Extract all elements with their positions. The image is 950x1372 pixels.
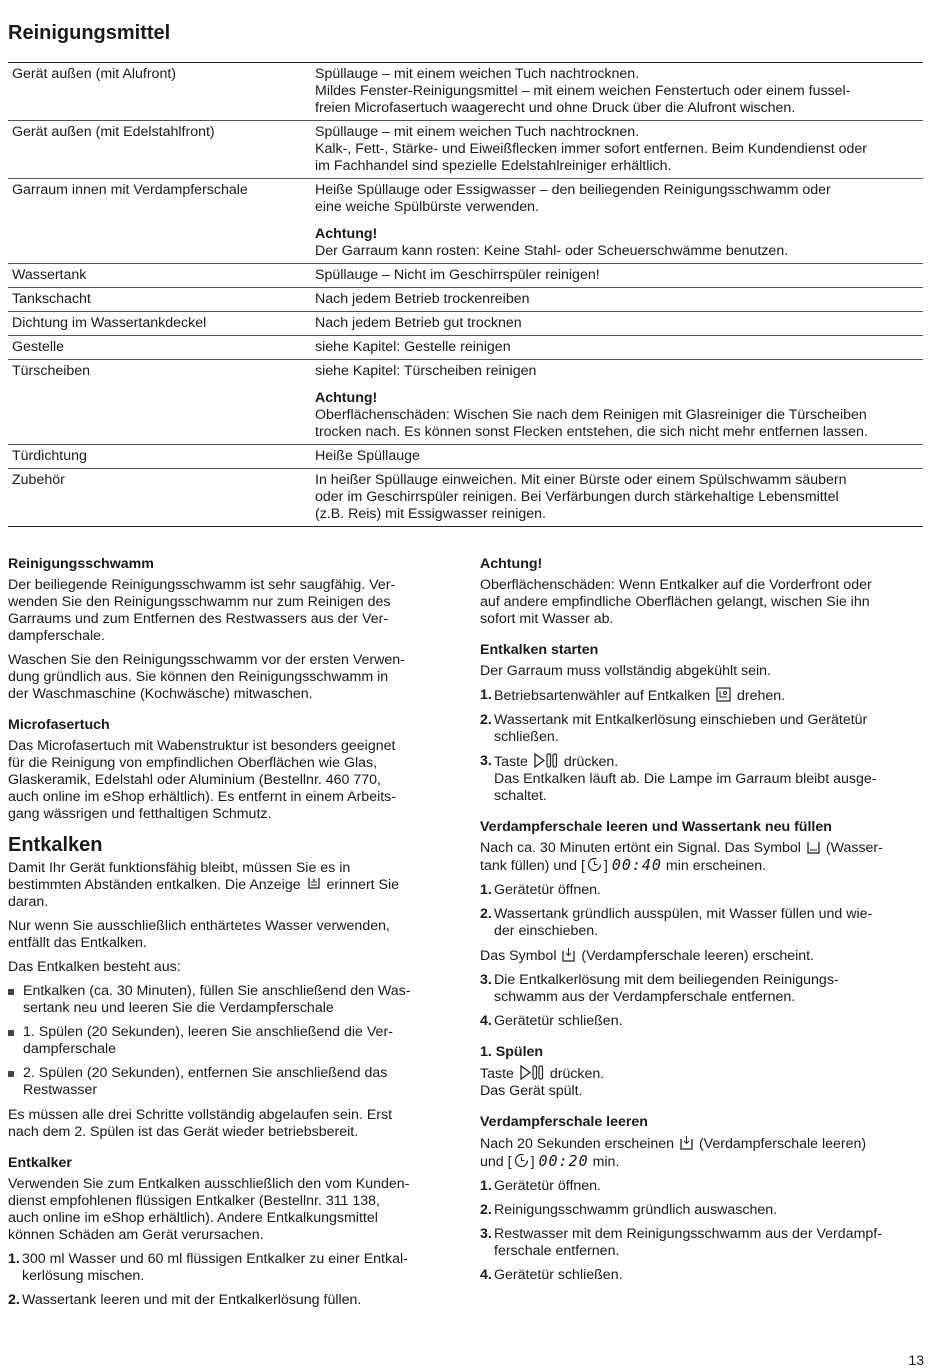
empty-tray-steps-1 <box>480 882 926 940</box>
table-row <box>8 121 923 179</box>
descale-soft-water-note <box>8 918 454 952</box>
descaler-paragraph <box>8 1176 454 1244</box>
list-item <box>480 1178 926 1195</box>
step-number: 2. <box>480 906 492 922</box>
table-cell-instructions <box>311 336 923 360</box>
start-descale-section <box>480 642 926 805</box>
tray-empty-section <box>480 1114 926 1284</box>
warning-text <box>315 407 919 441</box>
table-row <box>8 360 923 445</box>
text-line: dampferschale <box>23 1041 117 1057</box>
text-line: In heißer Spüllauge einweichen. Mit einer Bürste oder einem Spülschwamm säubern <box>315 472 847 488</box>
sponge-section <box>8 556 454 703</box>
right-column <box>480 556 926 1291</box>
text-line: auf andere empfindliche Oberflächen gelangt, wischen Sie ihn <box>480 594 870 610</box>
text-line: Nur wenn Sie ausschließlich enthärtetes Wasser verwenden, <box>8 918 390 934</box>
step-number: 3. <box>480 1226 492 1242</box>
text-line: Die Entkalkerlösung mit dem beiliegenden Reinigungs- <box>494 972 839 988</box>
step-text-end: schließen. <box>494 729 559 745</box>
table-cell-instructions <box>311 288 923 312</box>
text-line: eine weiche Spülbürste verwenden. <box>315 199 539 215</box>
tray-symbol-text-2: (Verdampferschale leeren) erscheint. <box>581 948 815 964</box>
tray-empty-paragraph <box>480 1135 926 1171</box>
table-cell-item: Gestelle <box>8 336 311 360</box>
step-number: 3. <box>480 972 492 988</box>
list-item <box>8 1251 454 1285</box>
text-line: der Waschmaschine (Kochwäsche) mitwaschen. <box>8 686 313 702</box>
text-line: Reinigungsschwamm gründlich auswaschen. <box>494 1202 778 1218</box>
text-line: auch online im eShop erhältlich). Es entfernt in einem Arbeits- <box>8 789 396 805</box>
list-item <box>480 1267 926 1284</box>
page-title: Reinigungsmittel <box>8 22 171 44</box>
timer-display: 00:40 <box>611 856 662 874</box>
text-line: Garraums und zum Entfernen des Restwassers aus der Ver- <box>8 611 389 627</box>
text-line: Restwasser mit dem Reinigungsschwamm aus der Verdampf- <box>494 1226 882 1242</box>
list-item <box>480 687 926 705</box>
text-line: wenden Sie den Reinigungsschwamm nur zum Reinigen des <box>8 594 391 610</box>
empty-tray-text-4: ] <box>603 858 608 874</box>
table-cell-item: Wassertank <box>8 264 311 288</box>
table-row <box>8 445 923 469</box>
text-line: Es müssen alle drei Schritte vollständig abgelaufen sein. Erst <box>8 1107 393 1123</box>
list-item <box>480 753 926 805</box>
descaler-heading: Entkalker <box>8 1155 72 1171</box>
warning-heading: Achtung! <box>315 390 378 406</box>
table-cell-instructions <box>311 179 923 264</box>
start-descale-steps <box>480 687 926 805</box>
text-line: Spüllauge – Nicht im Geschirrspüler reinigen! <box>315 267 600 283</box>
text-line: 300 ml Wasser und 60 ml flüssigen Entkalker zu einer Entkal- <box>22 1251 408 1267</box>
table-cell-instructions <box>311 63 923 121</box>
list-item <box>480 1013 926 1030</box>
table-cell-item: Garraum innen mit Verdampferschale <box>8 179 311 264</box>
text-line: 1. Spülen (20 Sekunden), leeren Sie anschließend die Ver- <box>23 1024 393 1040</box>
list-item <box>8 1292 454 1309</box>
cleaning-agents-table <box>8 62 923 527</box>
step-number: 2. <box>480 1202 492 1218</box>
text-line: dung gründlich aus. Sie können den Reinigungsschwamm in <box>8 669 389 685</box>
page-number: 13 <box>908 1352 924 1368</box>
descale-intro <box>8 860 454 911</box>
descale-intro-line-1: Damit Ihr Gerät funktionsfähig bleibt, müssen Sie es in <box>8 860 351 876</box>
text-line: Oberflächenschäden: Wischen Sie nach dem Reinigen mit Glasreiniger die Türscheiben <box>315 407 867 423</box>
text-line: Mildes Fenster-Reinigungsmittel – mit einem weichen Fenstertuch oder einem fussel- <box>315 83 851 99</box>
table-cell-item: Tankschacht <box>8 288 311 312</box>
table-row <box>8 264 923 288</box>
left-column <box>8 556 454 1316</box>
list-item <box>480 712 926 746</box>
text-line: Gerätetür öffnen. <box>494 882 602 898</box>
step-text-end: drücken. <box>563 754 619 770</box>
microfiber-paragraph <box>8 738 454 823</box>
rinse-heading: 1. Spülen <box>480 1044 544 1060</box>
descale-complete-note <box>8 1107 454 1141</box>
empty-tray-section <box>480 819 926 1030</box>
rinse-text-2: drücken. <box>549 1066 605 1082</box>
empty-tray-text-3: tank füllen) und [ <box>480 858 585 874</box>
text-line: Entkalken (ca. 30 Minuten), füllen Sie anschließend den Was- <box>23 983 411 999</box>
rinse-paragraph <box>480 1065 926 1100</box>
tray-empty-heading: Verdampferschale leeren <box>480 1114 648 1130</box>
tray-empty-text-4: ] <box>530 1154 535 1170</box>
text-line: gang wässrigen und fetthaltigen Schmutz. <box>8 806 272 822</box>
table-cell-instructions <box>311 469 923 527</box>
text-line: Verwenden Sie zum Entkalken ausschließlich den vom Kunden- <box>8 1176 410 1192</box>
descale-mode-icon <box>716 687 731 702</box>
microfiber-heading: Microfasertuch <box>8 717 110 733</box>
text-line: Gerätetür öffnen. <box>494 1178 602 1194</box>
descale-title: Entkalken <box>8 834 103 856</box>
microfiber-section <box>8 717 454 823</box>
text-line: Kalk-, Fett-, Stärke- und Eiweißflecken immer sofort entfernen. Beim Kundendienst oder <box>315 141 867 157</box>
text-line: schwamm aus der Verdampferschale entfernen. <box>494 989 796 1005</box>
text-line: siehe Kapitel: Gestelle reinigen <box>315 339 511 355</box>
text-line: Spüllauge – mit einem weichen Tuch nachtrocknen. <box>315 124 640 140</box>
text-line: entfällt das Entkalken. <box>8 935 147 951</box>
text-line: oder im Geschirrspüler reinigen. Bei Verfärbungen durch stärkehaltige Lebensmittel <box>315 489 839 505</box>
descale-intro-line-2: bestimmten Abständen entkalken. Die Anzeige <box>8 877 301 893</box>
table-cell-instructions <box>311 312 923 336</box>
text-line: (z.B. Reis) mit Essigwasser reinigen. <box>315 506 547 522</box>
text-line: Nach jedem Betrieb gut trocknen <box>315 315 522 331</box>
tray-symbol-paragraph <box>480 947 926 965</box>
descaler-steps <box>8 1251 454 1309</box>
text-line: können Schäden am Gerät verursachen. <box>8 1227 264 1243</box>
warning-paragraph <box>480 577 926 628</box>
descaler-section <box>8 1155 454 1309</box>
step-number: 1. <box>480 687 492 703</box>
tray-empty-text-2: (Verdampferschale leeren) <box>698 1136 867 1152</box>
table-cell-instructions <box>311 264 923 288</box>
list-item <box>8 1065 454 1099</box>
table-row <box>8 63 923 121</box>
text-line: für die Reinigung von empfindlichen Oberflächen wie Glas, <box>8 755 378 771</box>
empty-tray-heading: Verdampferschale leeren und Wassertank neu füllen <box>480 819 832 835</box>
text-line: 2. Spülen (20 Sekunden), entfernen Sie anschließend das <box>23 1065 388 1081</box>
text-line: Wassertank gründlich ausspülen, mit Wasser füllen und wie- <box>494 906 873 922</box>
empty-tray-text-5: min erscheinen. <box>665 858 767 874</box>
step-text: Betriebsartenwähler auf Entkalken <box>494 688 711 704</box>
table-cell-instructions <box>311 445 923 469</box>
text-line: Waschen Sie den Reinigungsschwamm vor der ersten Verwen- <box>8 652 405 668</box>
text-line: Wassertank leeren und mit der Entkalkerlösung füllen. <box>22 1292 362 1308</box>
table-cell-item: Türscheiben <box>8 360 311 445</box>
text-line: sertank neu und leeren Sie die Verdampferschale <box>23 1000 334 1016</box>
step-number: 1. <box>8 1251 20 1267</box>
descale-consists-of: Das Entkalken besteht aus: <box>8 959 181 975</box>
table-row <box>8 179 923 264</box>
text-line: Gerätetür schließen. <box>494 1013 623 1029</box>
text-line: Heiße Spüllauge <box>315 448 420 464</box>
step-number: 2. <box>480 712 492 728</box>
table-cell-instructions <box>311 360 923 445</box>
text-line: Restwasser <box>23 1082 98 1098</box>
text-line: Glaskeramik, Edelstahl oder Aluminium (Bestellnr. 460 770, <box>8 772 381 788</box>
step-detail-end: schaltet. <box>494 788 547 804</box>
table-cell-item: Dichtung im Wassertankdeckel <box>8 312 311 336</box>
empty-tray-paragraph <box>480 840 926 875</box>
tray-empty-text-3: und [ <box>480 1154 512 1170</box>
rinse-text-3: Das Gerät spült. <box>480 1083 583 1099</box>
step-number: 4. <box>480 1013 492 1029</box>
text-line: Der Garraum kann rosten: Keine Stahl- oder Scheuerschwämme benutzen. <box>315 243 789 259</box>
text-line: Oberflächenschäden: Wenn Entkalker auf die Vorderfront oder <box>480 577 872 593</box>
sponge-paragraph-2 <box>8 652 454 703</box>
list-item <box>8 983 454 1017</box>
text-line: auch online im eShop erhältlich). Andere Entkalkungsmittel <box>8 1210 378 1226</box>
start-descale-heading: Entkalken starten <box>480 642 599 658</box>
text-line: Der beiliegende Reinigungsschwamm ist sehr saugfähig. Ver- <box>8 577 396 593</box>
list-item <box>480 972 926 1006</box>
descale-indicator-icon <box>307 877 321 891</box>
text-line: Heiße Spüllauge oder Essigwasser – den beiliegenden Reinigungsschwamm oder <box>315 182 831 198</box>
table-cell-item: Gerät außen (mit Edelstahlfront) <box>8 121 311 179</box>
warning-heading: Achtung! <box>480 556 543 572</box>
empty-tray-icon <box>680 1135 693 1150</box>
table-row <box>8 336 923 360</box>
text-line: der einschieben. <box>494 923 599 939</box>
start-pause-icon <box>520 1065 544 1080</box>
step-number: 2. <box>8 1292 20 1308</box>
list-item <box>480 906 926 940</box>
sponge-paragraph-1 <box>8 577 454 645</box>
text-line: Spüllauge – mit einem weichen Tuch nachtrocknen. <box>315 66 640 82</box>
water-tank-icon <box>807 840 820 854</box>
step-text-end: drehen. <box>737 688 786 704</box>
text-line: ferschale entfernen. <box>494 1243 620 1259</box>
step-number: 3. <box>480 753 492 769</box>
empty-tray-steps-2 <box>480 972 926 1030</box>
list-item <box>480 1202 926 1219</box>
list-item <box>480 1226 926 1260</box>
text-line: Nach jedem Betrieb trockenreiben <box>315 291 530 307</box>
empty-tray-text-2: (Wasser- <box>825 840 883 856</box>
table-cell-item: Türdichtung <box>8 445 311 469</box>
text-line: sofort mit Wasser ab. <box>480 611 614 627</box>
text-line: kerlösung mischen. <box>22 1268 145 1284</box>
table-cell-item: Zubehör <box>8 469 311 527</box>
list-item <box>480 882 926 899</box>
text-line: siehe Kapitel: Türscheiben reinigen <box>315 363 537 379</box>
step-number: 1. <box>480 1178 492 1194</box>
sponge-heading: Reinigungsschwamm <box>8 556 154 572</box>
timer-icon <box>587 857 602 872</box>
text-line: freien Microfasertuch waagerecht und ohne Druck über die Alufront wischen. <box>315 100 796 116</box>
step-text: Wassertank mit Entkalkerlösung einschieben und Gerätetür <box>494 712 868 728</box>
text-line: dienst empfohlenen flüssigen Entkalker (Bestellnr. 311 138, <box>8 1193 380 1209</box>
tray-symbol-text-1: Das Symbol <box>480 948 557 964</box>
text-line: Gerätetür schließen. <box>494 1267 623 1283</box>
table-row <box>8 288 923 312</box>
descale-intro-line-3: daran. <box>8 894 49 910</box>
timer-icon <box>514 1153 529 1168</box>
empty-tray-icon <box>562 947 575 962</box>
descale-steps-list <box>8 983 454 1099</box>
tray-empty-text-5: min. <box>592 1154 620 1170</box>
step-detail: Das Entkalken läuft ab. Die Lampe im Garraum bleibt ausge- <box>494 771 877 787</box>
table-row <box>8 469 923 527</box>
timer-display: 00:20 <box>538 1152 589 1170</box>
warning-heading: Achtung! <box>315 226 378 242</box>
table-cell-item: Gerät außen (mit Alufront) <box>12 66 177 82</box>
table-cell-instructions <box>311 121 923 179</box>
text-line: dampferschale. <box>8 628 105 644</box>
table-row <box>8 312 923 336</box>
text-line: im Fachhandel sind spezielle Edelstahlreiniger erhältlich. <box>315 158 672 174</box>
warning-text <box>315 243 919 260</box>
tray-empty-text-1: Nach 20 Sekunden erscheinen <box>480 1136 675 1152</box>
rinse-section <box>480 1044 926 1100</box>
text-line: Das Microfasertuch mit Wabenstruktur ist besonders geeignet <box>8 738 396 754</box>
rinse-text-1: Taste <box>480 1066 514 1082</box>
start-descale-paragraph: Der Garraum muss vollständig abgekühlt sein. <box>480 663 771 679</box>
text-line: trocken nach. Es können sonst Flecken entstehen, die sich nicht mehr entfernen lassen. <box>315 424 868 440</box>
warning-section <box>480 556 926 628</box>
tray-empty-steps <box>480 1178 926 1284</box>
text-line: nach dem 2. Spülen ist das Gerät wieder betriebsbereit. <box>8 1124 359 1140</box>
descale-intro-line-2b: erinnert Sie <box>326 877 400 893</box>
start-pause-icon <box>534 753 558 768</box>
step-text: Taste <box>494 754 528 770</box>
empty-tray-text-1: Nach ca. 30 Minuten ertönt ein Signal. Das Symbol <box>480 840 801 856</box>
list-item <box>8 1024 454 1058</box>
step-number: 1. <box>480 882 492 898</box>
step-number: 4. <box>480 1267 492 1283</box>
